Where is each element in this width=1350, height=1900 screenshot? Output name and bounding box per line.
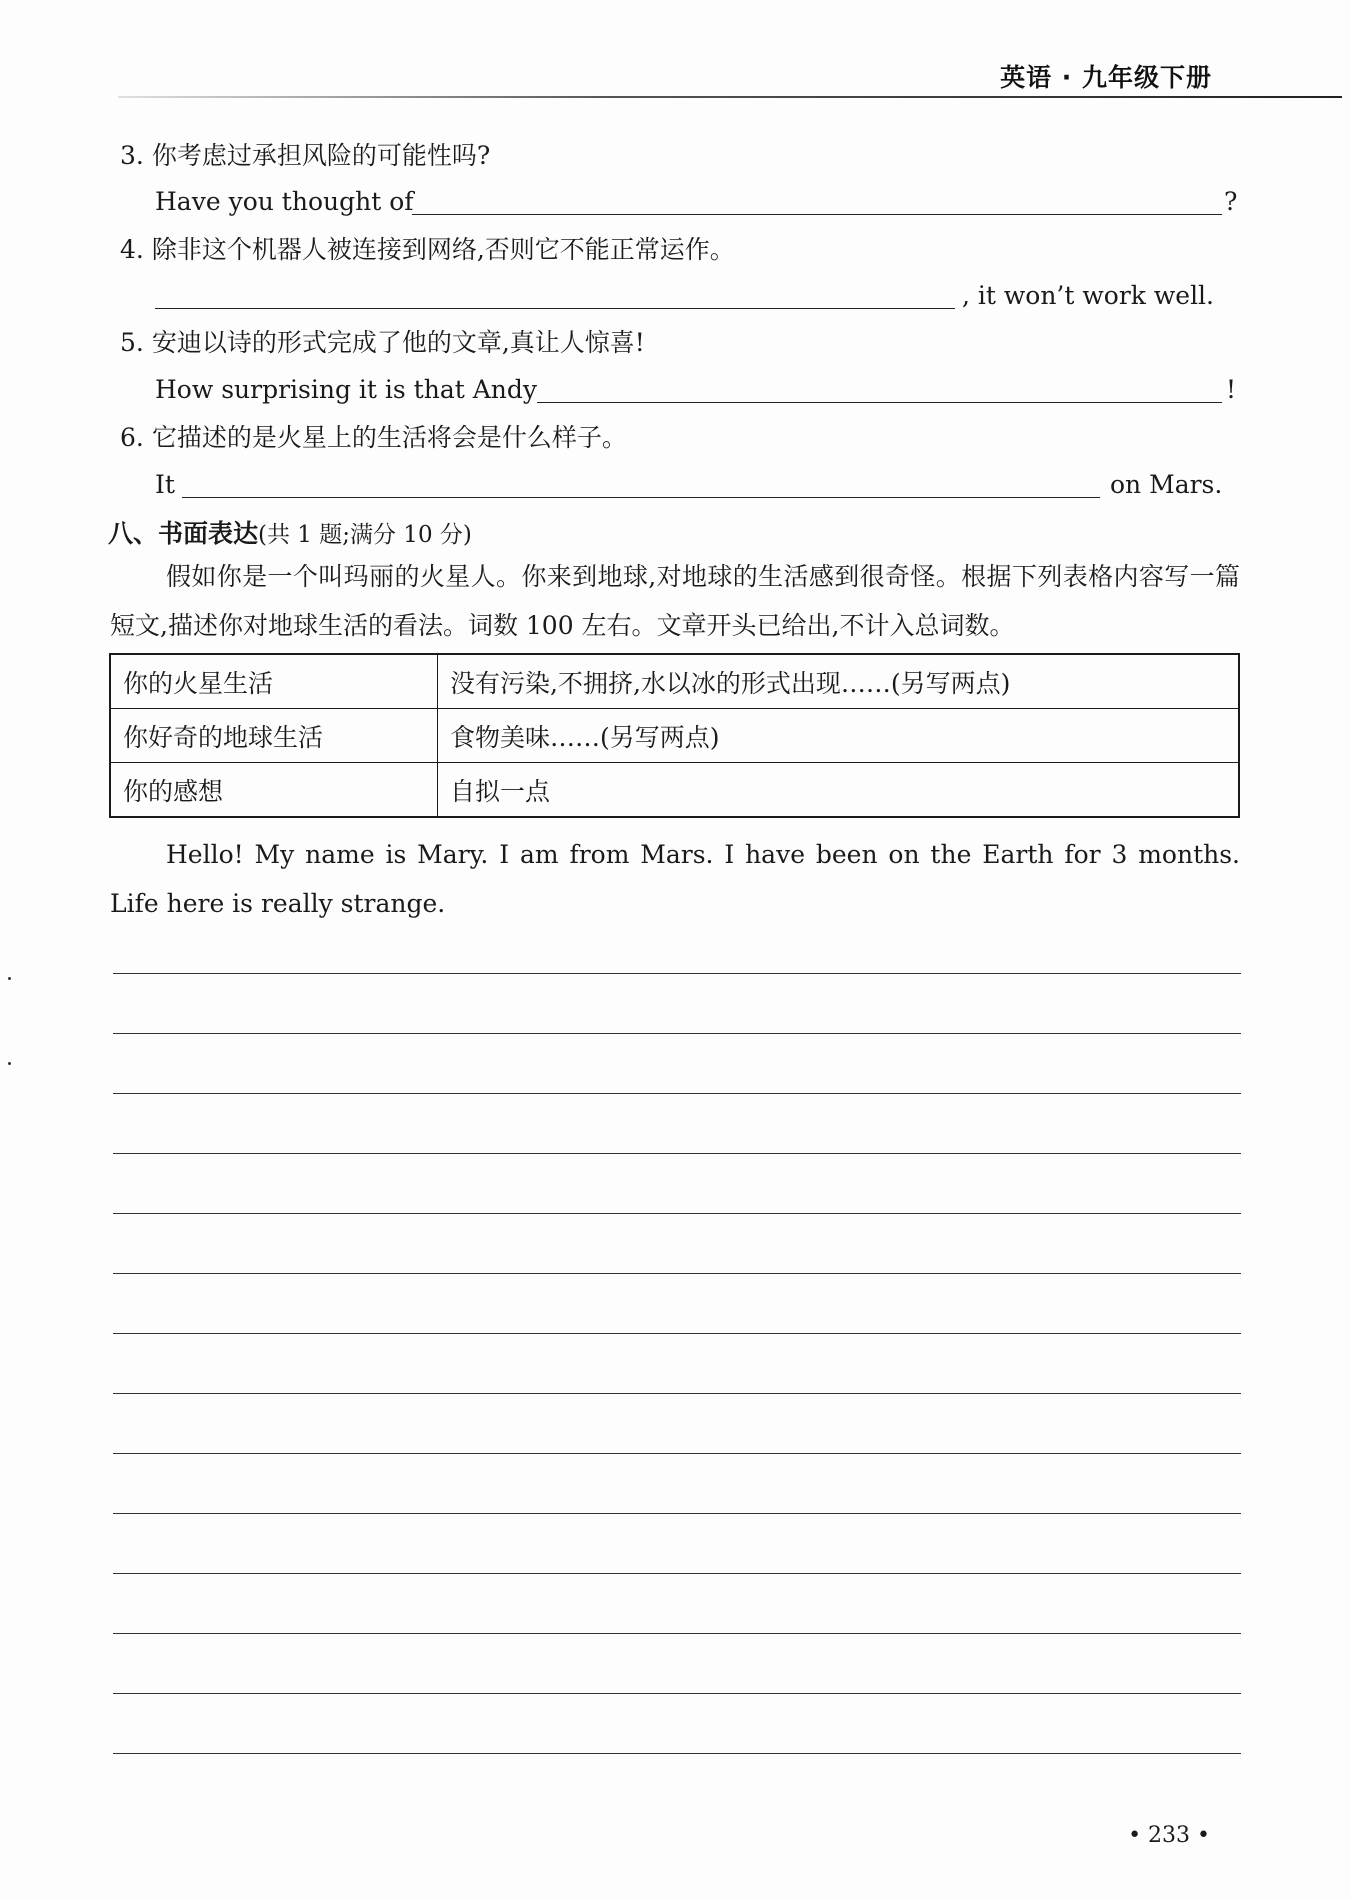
writing-line[interactable] [113, 1573, 1241, 1574]
section-meta: (共 1 题;满分 10 分) [258, 522, 472, 548]
item-5-english-suffix: ! [1226, 375, 1237, 404]
item-5-english-prefix: How surprising it is that Andy [155, 375, 537, 404]
section-instructions: 假如你是一个叫玛丽的火星人。你来到地球,对地球的生活感到很奇怪。根据下列表格内容写一篇短文,描述你对地球生活的看法。词数 100 左右。文章开头已给出,不计入总词数。 [110, 562, 1240, 640]
item-6-chinese [120, 420, 627, 456]
writing-line[interactable] [113, 1333, 1241, 1334]
writing-line[interactable] [113, 973, 1241, 974]
table-cell-label: 你好奇的地球生活 [110, 709, 438, 763]
writing-line[interactable] [113, 1693, 1241, 1694]
item-4-answer-blank[interactable] [155, 308, 955, 309]
writing-line[interactable] [113, 1153, 1241, 1154]
item-prompt: 除非这个机器人被连接到网络,否则它不能正常运作。 [151, 235, 735, 264]
item-prompt: 它描述的是火星上的生活将会是什么样子。 [151, 423, 627, 452]
item-5-answer-blank[interactable] [537, 402, 1222, 403]
essay-opening: Hello! My name is Mary. I am from Mars. I have been on the Earth for 3 months. Life here is really strange. [110, 840, 1240, 918]
item-3-answer-blank[interactable] [412, 214, 1222, 215]
item-number: 3. [120, 141, 144, 170]
writing-line[interactable] [113, 1513, 1241, 1514]
item-6-english-prefix: It [155, 470, 175, 499]
writing-line[interactable] [113, 1393, 1241, 1394]
item-prompt: 你考虑过承担风险的可能性吗? [151, 141, 491, 170]
section-title [108, 516, 472, 553]
section-heading: 八、书面表达 [108, 519, 259, 548]
item-6-english-suffix: on Mars. [1110, 470, 1223, 499]
item-3-chinese [120, 138, 490, 174]
info-table [109, 653, 1240, 818]
writing-line[interactable] [113, 1753, 1241, 1754]
item-4-chinese [120, 232, 735, 268]
item-prompt: 安迪以诗的形式完成了他的文章,真让人惊喜! [151, 328, 645, 357]
item-3-english-prefix: Have you thought of [155, 187, 414, 216]
table-row [110, 763, 1239, 818]
writing-line[interactable] [113, 1033, 1241, 1034]
table-row [110, 709, 1239, 763]
writing-line[interactable] [113, 1633, 1241, 1634]
item-number: 5. [120, 328, 144, 357]
item-6-answer-blank[interactable] [182, 497, 1100, 498]
writing-line[interactable] [113, 1093, 1241, 1094]
writing-line[interactable] [113, 1213, 1241, 1214]
table-cell-content: 没有污染,不拥挤,水以冰的形式出现……(另写两点) [438, 654, 1240, 709]
table-cell-label: 你的感想 [110, 763, 438, 818]
writing-line[interactable] [113, 1453, 1241, 1454]
item-number: 4. [120, 235, 144, 264]
margin-mark [8, 1062, 11, 1065]
item-4-english-suffix: , it won’t work well. [962, 281, 1215, 310]
item-3-english-suffix: ? [1224, 187, 1238, 216]
item-5-chinese [120, 325, 645, 361]
table-cell-content: 食物美味……(另写两点) [438, 709, 1240, 763]
table-cell-label: 你的火星生活 [110, 654, 438, 709]
margin-mark [8, 977, 11, 980]
writing-line[interactable] [113, 1273, 1241, 1274]
header-rule [118, 96, 1342, 98]
page-number: • 233 • [1128, 1823, 1210, 1848]
header-title: 英语 · 九年级下册 [1000, 63, 1212, 92]
table-row [110, 654, 1239, 709]
item-number: 6. [120, 423, 144, 452]
table-cell-content: 自拟一点 [438, 763, 1240, 818]
